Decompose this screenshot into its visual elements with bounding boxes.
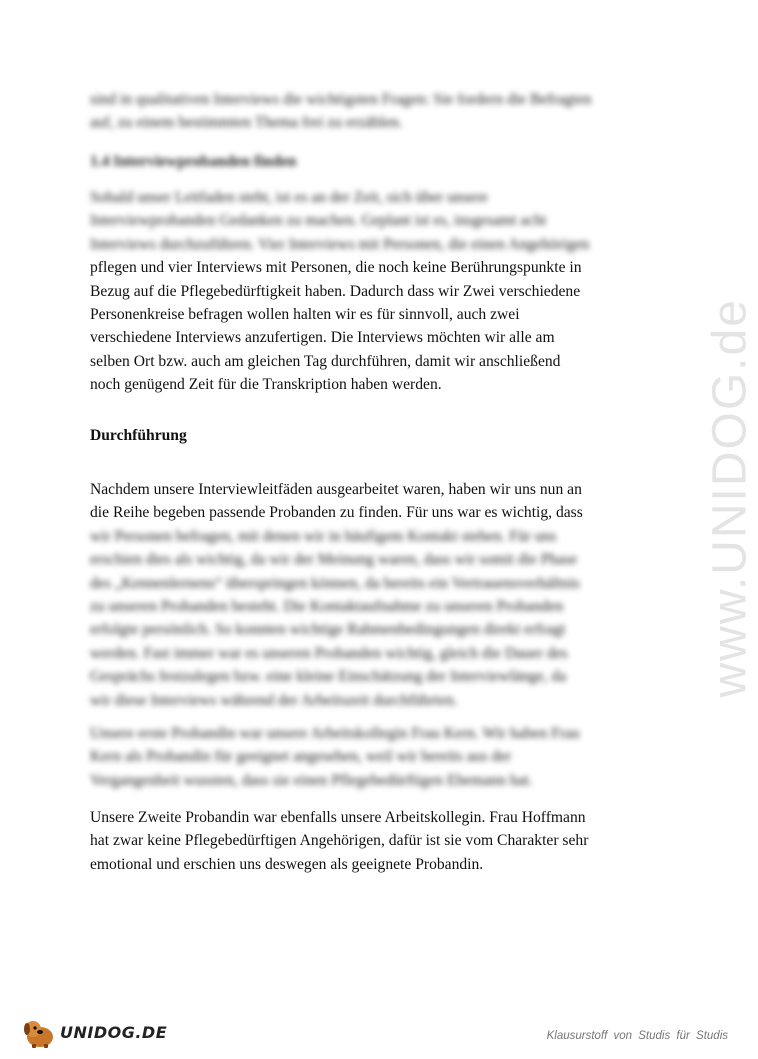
text-line: Sobald unser Leitfaden steht, ist es an der Zeit, sich über unsere [90, 189, 488, 206]
text-line: Personenkreise befragen wollen halten wir es für sinnvoll, auch zwei [90, 306, 520, 324]
text-line: zu unseren Probanden besteht. Die Kontaktaufnahme zu unseren Probanden [90, 598, 564, 616]
text-line: hat zwar keine Pflegebedürftigen Angehörigen, dafür ist sie vom Charakter sehr [90, 832, 589, 850]
watermark: www.UNIDOG.de [703, 298, 757, 698]
text-line: Interviews durchzuführen. Vier Interviews mit Personen, die einen Angehörigen [90, 235, 590, 253]
text-line: des „Kennenlernens“ überspringen können, da bereits ein Vertrauensverhältnis [90, 574, 580, 592]
section-heading-durchfuehrung: Durchführung [90, 427, 187, 444]
text-line: wir Personen befragen, mit denen wir in häufigem Kontakt stehen. Für uns [90, 527, 557, 545]
text-line: erfolgte persönlich. So konnten wichtige Rahmenbedingungen direkt erfragt [90, 621, 566, 639]
section-heading-1-4: 1.4 Interviewprobanden finden [90, 153, 297, 170]
text-line: Kern als Probandin für geeignet angesehen, weil wir bereits aus der [90, 748, 512, 766]
text-line: verschiedene Interviews anzufertigen. Die Interviews möchten wir alle am [90, 329, 555, 347]
text-line: Bezug auf die Pflegebedürftigkeit haben. Dadurch dass wir Zwei verschiedene [90, 282, 581, 300]
dog-icon [20, 1017, 58, 1049]
section-1-4-paragraph [90, 186, 670, 397]
text-line: werden. Fast immer war es unseren Probanden wichtig, gleich die Dauer des [90, 644, 568, 662]
text-line: Nachdem unsere Interviewleitfäden ausgearbeitet waren, haben wir uns nun an [90, 481, 582, 498]
top-paragraph [90, 88, 670, 135]
footer-tagline: Klausurstoff von Studis für Studis [546, 1030, 728, 1042]
text-line: Interviewprobanden Gedanken zu machen. Geplant ist es, insgesamt acht [90, 212, 547, 230]
text-line: die Reihe begeben passende Probanden zu finden. Für uns war es wichtig, dass [90, 504, 583, 522]
text-line: Gesprächs festzulegen bzw. eine kleine Einschätzung der Interviewlänge, da [90, 668, 567, 686]
text-line: emotional und erschien uns deswegen als geeignete Probandin. [90, 855, 484, 873]
text-line: erschien dies als wichtig, da wir der Meinung waren, dass wir somit die Phase [90, 551, 578, 569]
durchfuehrung-paragraph-2 [90, 722, 670, 792]
text-line: wir diese Interviews während der Arbeitszeit durchführten. [90, 691, 458, 709]
text-line: pflegen und vier Interviews mit Personen, die noch keine Berührungspunkte in [90, 259, 582, 277]
text-line: noch genügend Zeit für die Transkription haben werden. [90, 376, 442, 394]
text-line: Vergangenheit wussten, dass sie einen Pflegebedürftigen Ehemann hat. [90, 771, 533, 789]
text-line: sind in qualitativen Interviews die wichtigsten Fragen: Sie fordern die Befragten [90, 91, 592, 108]
text-line: selben Ort bzw. auch am gleichen Tag durchführen, damit wir anschließend [90, 352, 561, 370]
text-line: auf, zu einem bestimmten Thema frei zu erzählen. [90, 114, 403, 132]
unidog-logo[interactable] [20, 1017, 168, 1051]
text-line: Unsere Zweite Probandin war ebenfalls unsere Arbeitskollegin. Frau Hoffmann [90, 809, 586, 826]
logo-text: UNIDOG.DE [60, 1023, 168, 1042]
durchfuehrung-paragraph-3 [90, 806, 670, 876]
text-line: Unsere erste Probandin war unsere Arbeitskollegin Frau Kern. Wir haben Frau [90, 725, 580, 742]
durchfuehrung-paragraph-1 [90, 478, 670, 712]
